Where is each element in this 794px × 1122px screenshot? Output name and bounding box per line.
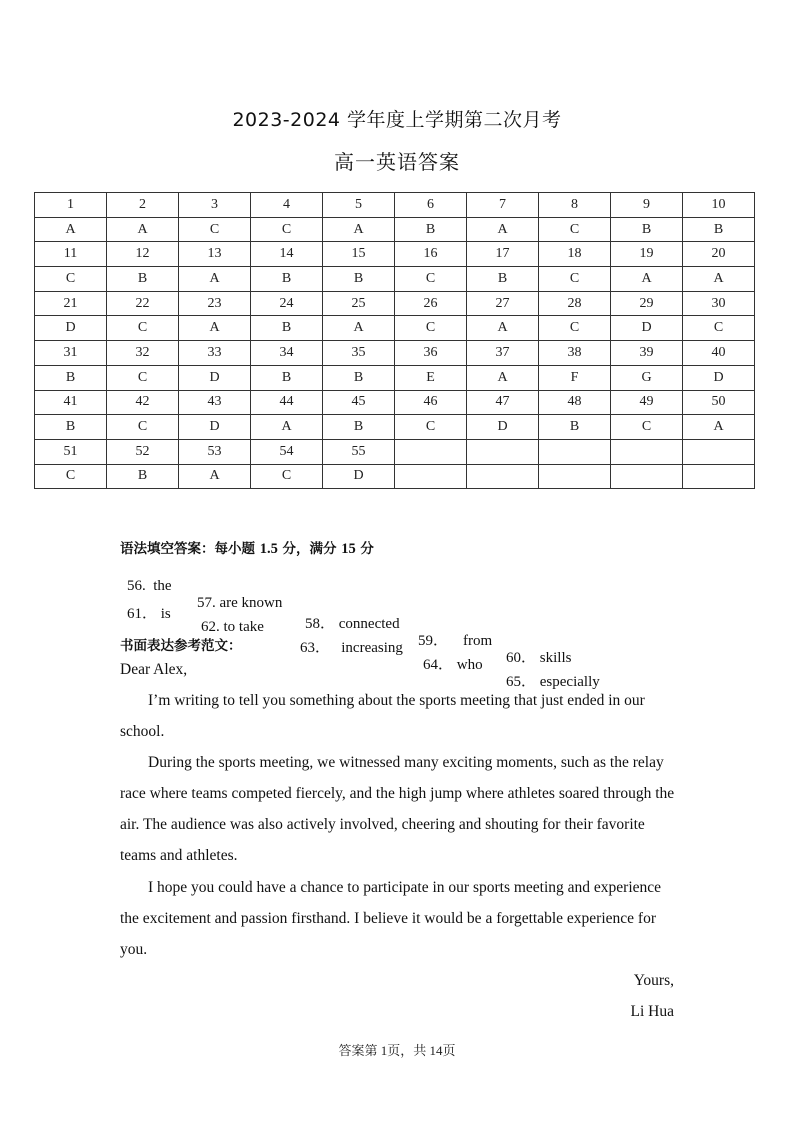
grammar-heading-mid: 分，满分 [277,541,342,557]
question-number-cell: 28 [539,291,611,316]
answer-cell: F [539,365,611,390]
grammar-heading-suffix: 分 [355,541,374,557]
question-number-cell: 15 [323,242,395,267]
question-number-row [35,193,755,218]
answer-row [35,217,755,242]
question-number-cell: 31 [35,341,107,366]
letter-paragraph-1 [120,685,680,747]
answer-row [35,415,755,440]
answer-cell: B [467,267,539,292]
answer-number: 58． [305,616,336,632]
answer-cell: A [179,267,251,292]
answer-cell: C [395,415,467,440]
answer-key-subtitle: 高一英语答案 [334,150,460,174]
answer-cell: B [323,365,395,390]
answer-text: skills [539,650,572,666]
answer-text: connected [338,616,400,632]
answer-cell [611,464,683,489]
answer-cell: A [683,415,755,440]
question-number-cell: 25 [323,291,395,316]
answer-cell: C [395,267,467,292]
answer-cell: B [323,415,395,440]
answer-cell: A [467,217,539,242]
page-number: 答案第 1页，共 14页 [338,1043,456,1058]
answer-cell: A [611,267,683,292]
question-number-cell: 23 [179,291,251,316]
question-number-cell: 22 [107,291,179,316]
answer-text: are known [219,595,283,611]
question-number-cell: 30 [683,291,755,316]
question-number-cell: 43 [179,390,251,415]
answer-cell: A [179,464,251,489]
answer-cell: D [683,365,755,390]
question-number-cell: 8 [539,193,611,218]
answer-number: 63． [300,640,331,656]
question-number-cell [539,439,611,464]
paragraph-text: During the sports meeting, we witnessed many exciting moments, such as the relay race where teams competed fiercely, and the high jump where athletes soared through the air. The audience was also actively involved, cheering and shouting for their favorite teams and athletes. [120,754,675,864]
question-number-cell: 9 [611,193,683,218]
exam-title: 2023-2024 学年度上学期第二次月考 [232,109,562,131]
answer-cell: D [179,365,251,390]
question-number-cell: 26 [395,291,467,316]
question-number-cell: 3 [179,193,251,218]
question-number-cell: 7 [467,193,539,218]
answer-cell: B [251,365,323,390]
question-number-cell: 19 [611,242,683,267]
answer-cell: A [107,217,179,242]
grammar-answer-item [305,612,400,633]
answer-number: 61． [127,606,158,622]
answer-table [34,192,755,489]
question-number-cell: 12 [107,242,179,267]
question-number-cell: 16 [395,242,467,267]
answer-cell: D [35,316,107,341]
answer-cell: D [323,464,395,489]
answer-cell: B [35,415,107,440]
answer-cell: B [395,217,467,242]
grammar-answer-item [127,602,171,623]
question-number-cell: 17 [467,242,539,267]
question-number-cell: 42 [107,390,179,415]
question-number-cell: 6 [395,193,467,218]
answer-cell: B [611,217,683,242]
question-number-cell [467,439,539,464]
letter-closing: Yours, [633,972,674,989]
question-number-cell: 45 [323,390,395,415]
question-number-cell: 49 [611,390,683,415]
answer-cell: B [323,267,395,292]
question-number-cell: 54 [251,439,323,464]
letter-signature: Li Hua [630,1003,674,1020]
answer-cell: A [323,217,395,242]
points-each: 1.5 [259,541,278,557]
letter-paragraph-3 [120,872,680,965]
question-number-cell: 11 [35,242,107,267]
question-number-cell: 21 [35,291,107,316]
answer-cell: B [683,217,755,242]
answer-cell: C [251,217,323,242]
answer-cell: C [611,415,683,440]
question-number-row [35,341,755,366]
question-number-cell: 44 [251,390,323,415]
question-number-row [35,291,755,316]
answer-cell: C [395,316,467,341]
answer-cell: C [683,316,755,341]
grammar-heading-prefix: 语法填空答案：每小题 [120,541,260,557]
answer-row [35,464,755,489]
question-number-cell: 41 [35,390,107,415]
question-number-cell: 2 [107,193,179,218]
answer-cell: D [611,316,683,341]
question-number-cell: 51 [35,439,107,464]
question-number-cell: 40 [683,341,755,366]
grammar-section-heading [120,537,374,558]
answer-cell: A [323,316,395,341]
question-number-cell: 13 [179,242,251,267]
answer-cell: C [179,217,251,242]
answer-cell: A [179,316,251,341]
question-number-cell: 39 [611,341,683,366]
question-number-cell: 47 [467,390,539,415]
letter-salutation: Dear Alex, [120,661,188,678]
answer-cell [683,464,755,489]
answer-cell: C [539,316,611,341]
answer-number: 60． [506,650,537,666]
answer-text: especially [539,674,600,690]
letter-paragraph-2 [120,747,680,871]
answer-cell: C [35,267,107,292]
question-number-cell: 38 [539,341,611,366]
answer-cell: A [35,217,107,242]
question-number-cell: 18 [539,242,611,267]
answer-number: 59． [418,633,449,649]
answer-text: the [153,578,172,594]
answer-cell: A [467,365,539,390]
answer-text: to take [223,619,264,635]
question-number-row [35,390,755,415]
answer-cell [467,464,539,489]
answer-cell: A [683,267,755,292]
question-number-cell: 10 [683,193,755,218]
writing-section-heading: 书面表达参考范文： [120,638,242,654]
answer-number: 64． [423,657,454,673]
question-number-cell: 52 [107,439,179,464]
question-number-cell: 5 [323,193,395,218]
answer-cell: B [107,267,179,292]
answer-cell: A [251,415,323,440]
question-number-cell [395,439,467,464]
answer-cell: B [35,365,107,390]
answer-cell: C [251,464,323,489]
question-number-cell: 14 [251,242,323,267]
question-number-cell: 20 [683,242,755,267]
question-number-cell: 53 [179,439,251,464]
answer-cell: G [611,365,683,390]
answer-text: increasing [341,640,403,656]
question-number-cell: 27 [467,291,539,316]
question-number-cell [683,439,755,464]
answer-cell: B [107,464,179,489]
answer-cell: C [35,464,107,489]
question-number-cell: 33 [179,341,251,366]
question-number-cell: 48 [539,390,611,415]
answer-cell: C [539,267,611,292]
question-number-cell [611,439,683,464]
grammar-answer-item [418,629,492,650]
paragraph-text: I hope you could have a chance to participate in our sports meeting and experience the excitement and passion firsthand. I believe it would be a forgettable experience for you. [120,879,662,958]
answer-cell: C [107,415,179,440]
answer-number: 65． [506,674,537,690]
question-number-row [35,242,755,267]
answer-cell: C [539,217,611,242]
answer-cell: C [107,316,179,341]
answer-cell: D [179,415,251,440]
question-number-cell: 55 [323,439,395,464]
points-total: 15 [341,541,356,557]
question-number-cell: 29 [611,291,683,316]
answer-number: 56. [127,578,146,594]
answer-text: is [160,606,171,622]
question-number-cell: 4 [251,193,323,218]
answer-row [35,365,755,390]
grammar-answer-item [197,595,282,612]
answer-cell [539,464,611,489]
answer-row [35,316,755,341]
answer-cell: E [395,365,467,390]
answer-text: from [463,633,493,649]
question-number-cell: 32 [107,341,179,366]
question-number-cell: 35 [323,341,395,366]
answer-cell [395,464,467,489]
answer-cell: D [467,415,539,440]
answer-row [35,267,755,292]
answer-number: 57. [197,595,216,611]
answer-text: who [456,657,483,673]
question-number-cell: 24 [251,291,323,316]
answer-cell: B [251,316,323,341]
question-number-cell: 46 [395,390,467,415]
question-number-row [35,439,755,464]
question-number-cell: 50 [683,390,755,415]
question-number-cell: 36 [395,341,467,366]
answer-cell: C [107,365,179,390]
question-number-cell: 37 [467,341,539,366]
answer-number: 62. [201,619,220,635]
question-number-cell: 34 [251,341,323,366]
question-number-cell: 1 [35,193,107,218]
answer-cell: B [539,415,611,440]
answer-cell: B [251,267,323,292]
answer-cell: A [467,316,539,341]
paragraph-text: I’m writing to tell you something about the sports meeting that just ended in our school. [120,692,645,740]
